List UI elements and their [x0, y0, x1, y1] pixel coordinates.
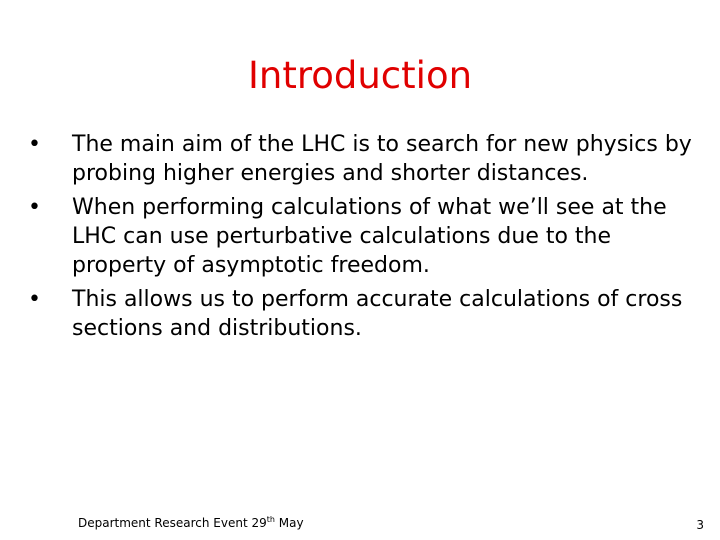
footer-text-suffix: May — [274, 516, 304, 530]
bullet-item — [28, 193, 698, 280]
bullet-text: This allows us to perform accurate calculations of cross sections and distributions. — [72, 287, 683, 341]
bullet-item — [28, 130, 698, 188]
page-number: 3 — [696, 518, 704, 532]
bullet-icon: • — [28, 195, 41, 220]
footer-text — [78, 515, 304, 531]
bullet-icon: • — [28, 132, 41, 157]
bullet-text: The main aim of the LHC is to search for new physics by probing higher energies and shorter distances. — [72, 132, 692, 186]
bullet-list — [28, 130, 698, 348]
footer-text-prefix: Department Research Event 29 — [78, 516, 267, 530]
bullet-item — [28, 285, 698, 343]
bullet-icon: • — [28, 287, 41, 312]
bullet-text: When performing calculations of what we’ll see at the LHC can use perturbative calculations due to the property of asymptotic freedom. — [72, 195, 667, 278]
footer-text-superscript: th — [266, 515, 275, 524]
slide-title: Introduction — [247, 54, 473, 97]
